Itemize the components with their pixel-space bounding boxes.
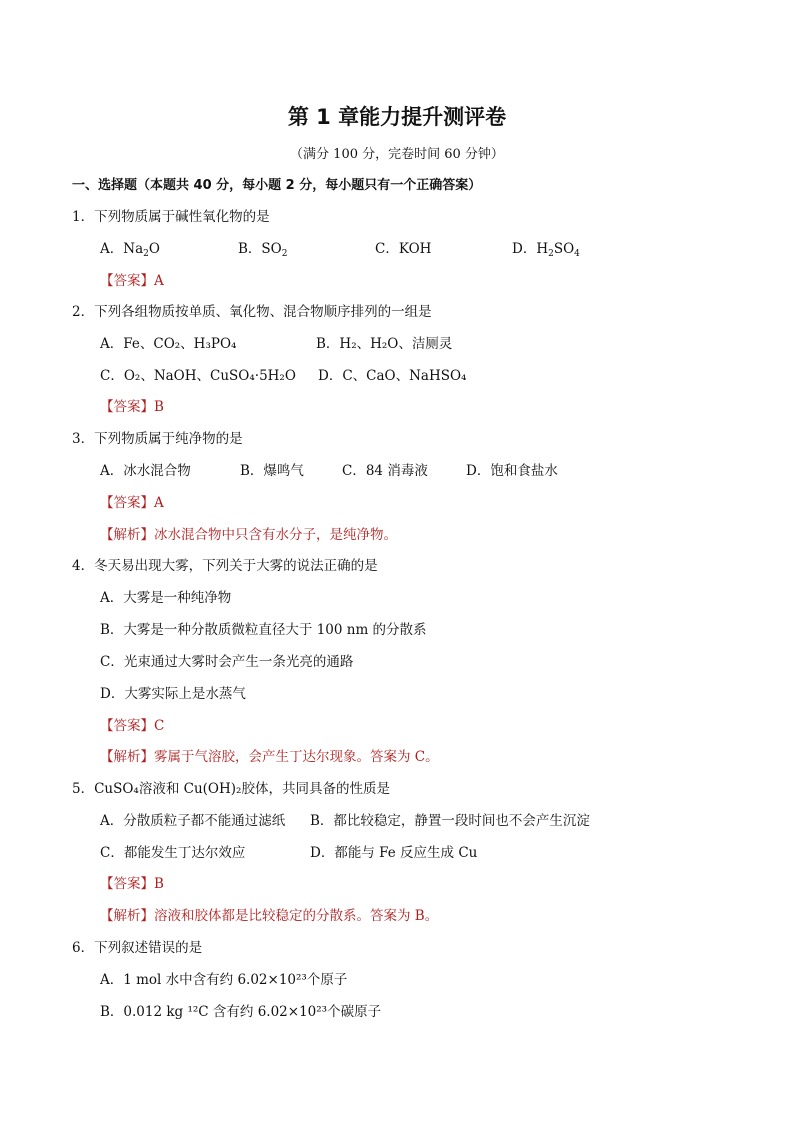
question-4-option-a: A．大雾是一种纯净物	[100, 590, 232, 606]
question-2-options-row2	[100, 366, 720, 386]
question-6-stem: 6．下列叙述错误的是	[72, 940, 203, 956]
question-6-option-a: A．1 mol 水中含有约 6.02×10²³个原子	[100, 972, 348, 988]
question-5-option-d: D．都能与 Fe 反应生成 Cu	[310, 845, 478, 861]
page-title: 第 1 章能力提升测评卷	[287, 105, 507, 129]
question-3-option-c: C．84 消毒液	[342, 463, 428, 479]
question-3-stem: 3．下列物质属于纯净物的是	[72, 431, 243, 447]
question-5-option-c: C．都能发生丁达尔效应	[100, 845, 246, 861]
question-1-stem: 1．下列物质属于碱性氧化物的是	[72, 209, 270, 225]
question-5-option-b: B．都比较稳定，静置一段时间也不会产生沉淀	[310, 813, 590, 829]
question-2-option-d: D．C、CaO、NaHSO₄	[318, 368, 467, 384]
question-1-option-c: C．KOH	[375, 241, 432, 257]
question-5-options-row1	[100, 811, 720, 831]
question-2-stem: 2．下列各组物质按单质、氧化物、混合物顺序排列的一组是	[72, 304, 432, 320]
question-6-option-b: B．0.012 kg ¹²C 含有约 6.02×10²³个碳原子	[100, 1004, 382, 1020]
question-2-answer: 【答案】B	[100, 399, 164, 415]
question-1-option-d: D．$H_2SO_4$	[512, 241, 580, 259]
question-3-analysis: 【解析】冰水混合物中只含有水分子，是纯净物。	[100, 527, 397, 543]
question-3-answer: 【答案】A	[100, 495, 164, 511]
question-1-option-a: A．$Na_2O$	[100, 241, 160, 259]
question-3-options	[100, 461, 720, 481]
question-5-analysis: 【解析】溶液和胶体都是比较稳定的分散系。答案为 B。	[100, 908, 439, 924]
question-2-options-row1	[100, 334, 720, 354]
question-4-option-b: B．大雾是一种分散质微粒直径大于 100 nm 的分散系	[100, 622, 427, 638]
question-5-stem: 5．CuSO₄溶液和 Cu(OH)₂胶体，共同具备的性质是	[72, 781, 390, 797]
question-1-options	[100, 239, 720, 259]
question-4-analysis: 【解析】雾属于气溶胶，会产生丁达尔现象。答案为 C。	[100, 749, 439, 765]
question-2-option-c: C．O₂、NaOH、CuSO₄·5H₂O	[100, 368, 296, 384]
question-3-option-d: D．饱和食盐水	[466, 463, 558, 479]
question-3-option-b: B．爆鸣气	[240, 463, 304, 479]
question-2-option-b: B．H₂、H₂O、洁厕灵	[316, 336, 453, 352]
section-heading: 一、选择题（本题共 40 分，每小题 2 分，每小题只有一个正确答案）	[72, 178, 482, 193]
question-3-option-a: A．冰水混合物	[100, 463, 191, 479]
question-5-answer: 【答案】B	[100, 876, 164, 892]
question-4-option-d: D．大雾实际上是水蒸气	[100, 686, 246, 702]
question-4-answer: 【答案】C	[100, 718, 165, 734]
question-1-answer: 【答案】A	[100, 273, 164, 289]
question-4-option-c: C．光束通过大雾时会产生一条光亮的通路	[100, 654, 354, 670]
question-4-stem: 4．冬天易出现大雾，下列关于大雾的说法正确的是	[72, 558, 378, 574]
question-1-option-b: B．$SO_2$	[238, 241, 288, 259]
question-2-option-a: A．Fe、CO₂、H₃PO₄	[100, 336, 237, 352]
question-5-option-a: A．分散质粒子都不能通过滤纸	[100, 813, 286, 829]
page-subtitle: （满分 100 分，完卷时间 60 分钟）	[290, 147, 504, 162]
question-5-options-row2	[100, 843, 720, 863]
